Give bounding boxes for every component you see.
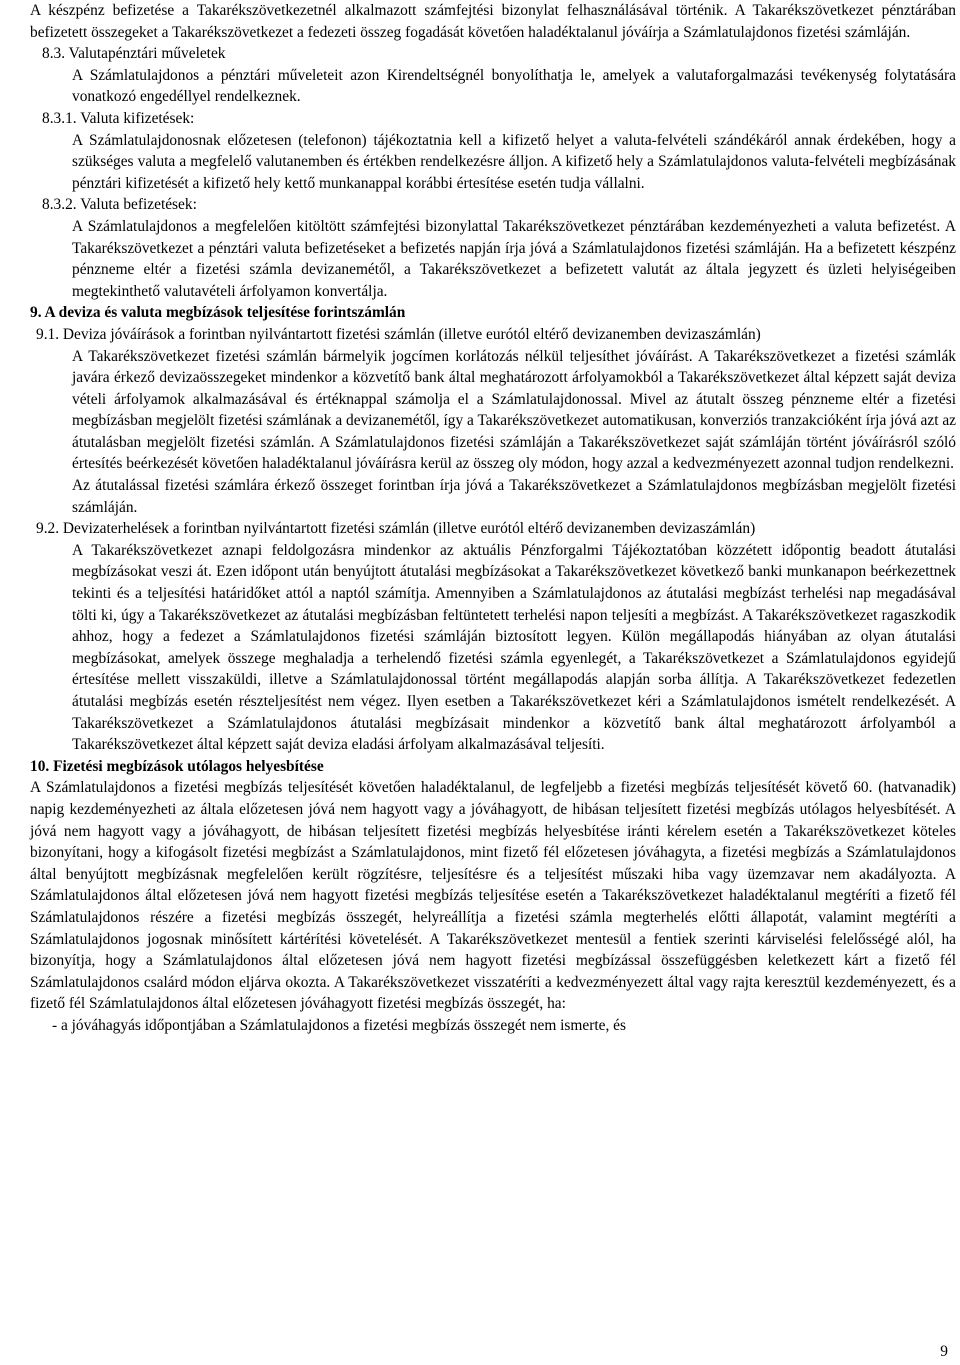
document-page	[30, 0, 956, 1037]
section-10-body: A Számlatulajdonos a fizetési megbízás teljesítését követően haladéktalanul, de legfeljebb a fizetési megbízás teljesítését követő 60. (hatvanadik) napig kezdeményezheti az általa előzetesen jóvá nem hagyott vagy a jóváhagyott, de hibásan teljesített fizetési megbízás utólagos helyesbítését. A jóvá nem hagyott vagy a jóváhagyott, de hibásan teljesített fizetési megbízás helyesbítése iránti kérelem esetén a Takarékszövetkezet köteles bizonyítani, hogy a kifogásolt fizetési megbízást a Számlatulajdonos, mint fizető fél előzetesen jóváhagyta, a fizetési megbízás a Számlatulajdonos által benyújtott megbízásnak megfelelően került rögzítésre, teljesítésre és a teljesítést műszaki hiba vagy üzemzavar nem akadályozta. A Számlatulajdonos által előzetesen jóvá nem hagyott fizetési megbízás teljesítése esetén a Takarékszövetkezet haladéktalanul megtéríti a fizető fél Számlatulajdonos részére a fizetési megbízás összegét, helyreállítja a fizetési számla megterhelés előtti állapotát, valamint megtéríti a Számlatulajdonos jogosnak minősített kártérítési követelését. A Takarékszövetkezet mentesül a fentiek szerinti kárviselési felelősségé alól, ha bizonyítja, hogy a Számlatulajdonos által előzetesen jóvá nem hagyott fizetési megbízással összefüggésben keletkezett kárt a fizető fél Számlatulajdonos csalárd módon eljárva okozta. A Takarékszövetkezet visszatéríti a kedvezményezett által vagy rajta keresztül kezdeményezett, és a fizető fél Számlatulajdonos által előzetesen jóváhagyott fizetési megbízás összegét, ha:	[30, 779, 956, 1013]
section-8-3-1-heading: 8.3.1. Valuta kifizetések:	[42, 109, 195, 127]
section-8-3-2-heading: 8.3.2. Valuta befizetések:	[42, 196, 197, 214]
section-8-3-heading: 8.3. Valutapénztári műveletek	[42, 45, 226, 63]
section-8-3-2-body: A Számlatulajdonos a megfelelően kitöltött számfejtési bizonylattal Takarékszövetkezet pénztárában kezdeményezheti a valuta befizetést. A Takarékszövetkezet a pénztári valuta befizetéseket a befizetés napján írja jóvá a Számlatulajdonos fizetési számláján. Ha a befizetett készpénz pénzneme eltér a fizetési számla devizanemétől, a Takarékszövetkezet a befizetett valutát az általa jegyzett és üzleti helyiségeiben megtekinthető valutavételi árfolyamon konvertálja.	[72, 217, 956, 300]
section-8-3-body: A Számlatulajdonos a pénztári műveleteit azon Kirendeltségnél bonyolíthatja le, amelyek a valutaforgalmazási tevékenység folytatására vonatkozó engedéllyel rendelkeznek.	[72, 66, 956, 106]
section-9-1-body: A Takarékszövetkezet fizetési számlán bármelyik jogcímen korlátozás nélkül teljesíthet jóváírást. A Takarékszövetkezet a fizetési számlák javára érkező devizaösszegeket mindenkor a közvetítő bank által meghatározott árfolyamokból a Takarékszövetkezet által képzett saját deviza vételi árfolyamok alkalmazásával és értéknappal számolja el a Számlatulajdonossal. Mivel az átutalt összeg pénzneme eltér a fizetési megbízásban megjelölt fizetési számlának a devizanemétől, így a Takarékszövetkezet automatikusan, konverziós tranzakcióként írja jóvá azt az átutalásban megjelölt fizetési számlán. A Számlatulajdonos fizetési számláján a Takarékszövetkezet saját számláján történt jóváírásról szóló értesítés beérkezését követően haladéktalanul jóváírásra kerül az összeg oly módon, hogy azzal a kedvezményezett azonnal tudjon rendelkezni.	[72, 347, 956, 473]
section-9-1-body-2: Az átutalással fizetési számlára érkező összeget forintban írja jóvá a Takarékszövetkezet a Számlatulajdonos megbízásban megjelölt fizetési számláján.	[72, 477, 956, 516]
page-number: 9	[940, 1343, 948, 1361]
section-9-2-heading: 9.2. Devizaterhelések a forintban nyilvántartott fizetési számlán (illetve eurótól eltérő devizanemben devizaszámlán)	[36, 520, 756, 538]
section-10-heading: 10. Fizetési megbízások utólagos helyesbítése	[30, 757, 324, 775]
section-8-3-1-body: A Számlatulajdonosnak előzetesen (telefonon) tájékoztatnia kell a kifizető helyet a valuta-felvételi szándékáról annak érdekében, hogy a szükséges valuta a megfelelő valutanemben és értékben rendelkezésre álljon. A kifizető hely a Számlatulajdonos valuta-felvételi megbízásának pénztári kifizetését a kifizető hely kettő munkanappal korábbi értesítése esetén tudja vállalni.	[72, 131, 956, 192]
section-9-heading: 9. A deviza és valuta megbízások teljesítése forintszámlán	[30, 304, 406, 322]
intro-paragraph: A készpénz befizetése a Takarékszövetkezetnél alkalmazott számfejtési bizonylat felhasználásával történik. A Takarékszövetkezet pénztárában befizetett összegeket a Takarékszövetkezet a fedezeti összeg fogadását követően haladéktalanul jóváírja a Számlatulajdonos fizetési számláján.	[30, 2, 956, 41]
section-9-2-body: A Takarékszövetkezet aznapi feldolgozásra mindenkor az aktuális Pénzforgalmi Tájékoztatóban közzétett időpontig beadott átutalási megbízásokat veszi át. Ezen időpont után benyújtott átutalási megbízásokat a Takarékszövetkezet következő banki munkanapon beérkezettnek tekinti és a teljesítési határidőket attól a naptól számítja. Amennyiben a Számlatulajdonos az átutalási megbízást terhelési nap megadásával tölti ki, úgy a Takarékszövetkezet az átutalási megbízásban feltüntetett terhelési napon teljesíti a megbízást. A Takarékszövetkezet ragaszkodik ahhoz, hogy a fedezet a Számlatulajdonos fizetési számláján biztosított legyen. Külön megállapodás hiányában az olyan átutalási megbízásokat, amelyek összege meghaladja a terhelendő fizetési számla egyenlegét, a Takarékszövetkezet a Számlatulajdonos egyidejű értesítése mellett visszaküldi, illetve a Számlatulajdonossal történt megállapodás alapján sorba állítja. A Takarékszövetkezet fedezetlen átutalási megbízás esetén részteljesítést nem végez. Ilyen esetben a Takarékszövetkezet kéri a Számlatulajdonos ismételt rendelkezését. A Takarékszövetkezet a Számlatulajdonos átutalási megbízásait mindenkor a közvetítő bank által meghatározott árfolyamból a Takarékszövetkezet által képzett saját deviza eladási árfolyam alkalmazásával teljesíti.	[72, 541, 956, 754]
list-item: - a jóváhagyás időpontjában a Számlatulajdonos a fizetési megbízás összegét nem ismerte, és	[52, 1016, 626, 1034]
section-9-1-heading: 9.1. Deviza jóváírások a forintban nyilvántartott fizetési számlán (illetve eurótól eltérő devizanemben devizaszámlán)	[36, 325, 761, 343]
